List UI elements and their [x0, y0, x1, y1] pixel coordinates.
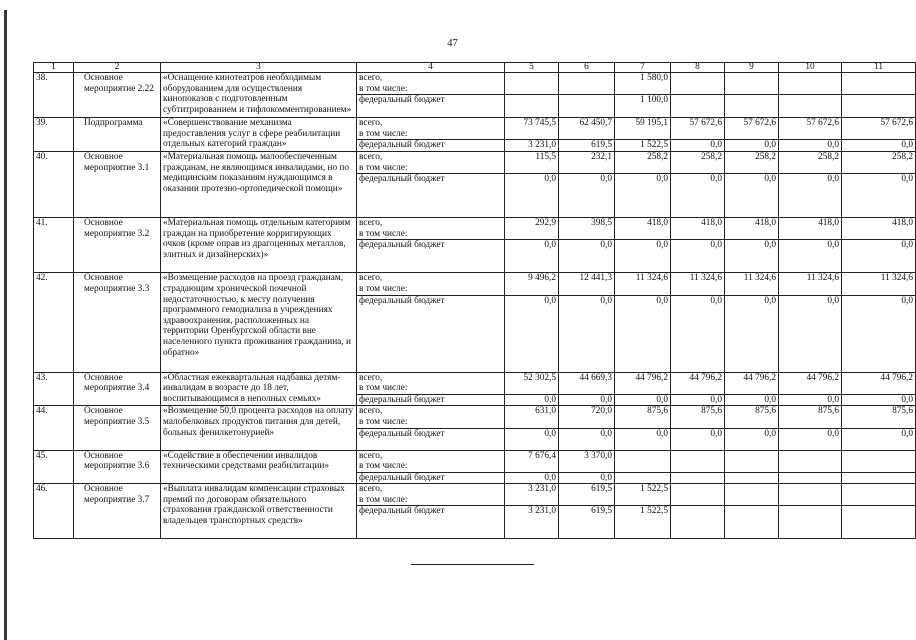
- amount-cell: [671, 95, 725, 118]
- funding-source-label: федеральный бюджет: [359, 240, 445, 251]
- row-number: 45.: [34, 450, 74, 484]
- amount-cell: [615, 472, 671, 484]
- column-header: 3: [161, 63, 357, 73]
- table-row: [34, 406, 916, 428]
- amount-cell: 11 324,6: [779, 273, 842, 295]
- amount-cell: 59 195,1: [615, 118, 671, 140]
- funding-source-sublabel: в том числе:: [359, 228, 408, 239]
- amount-cell: 0,0: [671, 295, 725, 372]
- amount-cell: 0,0: [505, 428, 559, 450]
- amount-cell: 0,0: [559, 174, 615, 218]
- amount-cell: 0,0: [559, 472, 615, 484]
- amount-cell: 7 676,4: [505, 450, 559, 472]
- row-type: Основное мероприятие 3.1: [74, 151, 161, 217]
- page-number: 47: [447, 38, 458, 49]
- funding-source-label: всего,: [359, 372, 383, 383]
- amount-cell: 0,0: [779, 394, 842, 406]
- amount-cell: 619,5: [559, 506, 615, 539]
- funding-source-label: всего,: [359, 406, 383, 417]
- amount-cell: [559, 73, 615, 95]
- amount-cell: 0,0: [671, 174, 725, 218]
- amount-cell: 3 231,0: [505, 506, 559, 539]
- amount-cell: 11 324,6: [842, 273, 916, 295]
- row-name: «Возмещение расходов на проезд гражданам, страдающим хронической почечной недостаточностью, к месту получения программного гемодиализа в учреждениях здравоохранения, расположенных на территории Оренбургской области вне населенного пункта проживания гражданина, и обратно»: [161, 273, 357, 372]
- table-row: [34, 73, 916, 95]
- amount-cell: 44 669,3: [559, 372, 615, 394]
- funding-source: [357, 174, 505, 218]
- amount-cell: [779, 472, 842, 484]
- funding-source-label: всего,: [359, 273, 383, 284]
- amount-cell: 0,0: [559, 240, 615, 273]
- funding-source: [357, 295, 505, 372]
- amount-cell: 11 324,6: [725, 273, 779, 295]
- amount-cell: 418,0: [725, 218, 779, 240]
- funding-source: [357, 484, 505, 506]
- row-type: Основное мероприятие 3.3: [74, 273, 161, 372]
- amount-cell: 875,6: [842, 406, 916, 428]
- amount-cell: 720,0: [559, 406, 615, 428]
- row-type: Основное мероприятие 3.6: [74, 450, 161, 484]
- amount-cell: 0,0: [671, 428, 725, 450]
- column-header: 11: [842, 63, 916, 73]
- amount-cell: 73 745,5: [505, 118, 559, 140]
- amount-cell: 0,0: [671, 140, 725, 152]
- amount-cell: 631,0: [505, 406, 559, 428]
- row-type: Основное мероприятие 3.7: [74, 484, 161, 539]
- amount-cell: 258,2: [725, 151, 779, 173]
- budget-table: [33, 62, 916, 539]
- amount-cell: 0,0: [671, 394, 725, 406]
- table-row: [34, 118, 916, 140]
- amount-cell: 0,0: [842, 240, 916, 273]
- funding-source-label: федеральный бюджет: [359, 174, 445, 185]
- header-row: [34, 63, 916, 73]
- column-header: 1: [34, 63, 74, 73]
- amount-cell: [725, 73, 779, 95]
- amount-cell: 0,0: [615, 428, 671, 450]
- column-header: 4: [357, 63, 505, 73]
- amount-cell: 0,0: [842, 140, 916, 152]
- row-type: Основное мероприятие 3.5: [74, 406, 161, 450]
- amount-cell: [671, 450, 725, 472]
- row-type: Основное мероприятие 3.4: [74, 372, 161, 406]
- amount-cell: [842, 95, 916, 118]
- amount-cell: 619,5: [559, 484, 615, 506]
- amount-cell: [725, 95, 779, 118]
- funding-source-label: всего,: [359, 484, 383, 495]
- row-name: «Оснащение кинотеатров необходимым оборудованием для осуществления кинопоказов с подготовленным субтитрированием и тифлокомментированием»: [161, 73, 357, 118]
- amount-cell: 0,0: [779, 428, 842, 450]
- amount-cell: 418,0: [615, 218, 671, 240]
- amount-cell: 0,0: [725, 140, 779, 152]
- amount-cell: 11 324,6: [671, 273, 725, 295]
- amount-cell: 115,5: [505, 151, 559, 173]
- table-row: [34, 484, 916, 506]
- funding-source: [357, 372, 505, 394]
- row-type: Основное мероприятие 3.2: [74, 218, 161, 273]
- row-number: 41.: [34, 218, 74, 273]
- column-header: 10: [779, 63, 842, 73]
- row-type: Основное мероприятие 2.22: [74, 73, 161, 118]
- amount-cell: 3 370,0: [559, 450, 615, 472]
- amount-cell: 3 231,0: [505, 140, 559, 152]
- amount-cell: 44 796,2: [779, 372, 842, 394]
- amount-cell: [779, 506, 842, 539]
- amount-cell: [779, 73, 842, 95]
- table-row: [34, 273, 916, 295]
- amount-cell: 1 580,0: [615, 73, 671, 95]
- funding-source-label: федеральный бюджет: [359, 428, 445, 439]
- amount-cell: 258,2: [615, 151, 671, 173]
- amount-cell: 11 324,6: [615, 273, 671, 295]
- amount-cell: 44 796,2: [615, 372, 671, 394]
- row-name: «Совершенствование механизма предоставления услуг в сфере реабилитации отдельных категорий граждан»: [161, 118, 357, 152]
- column-header: 9: [725, 63, 779, 73]
- funding-source: [357, 240, 505, 273]
- amount-cell: [615, 450, 671, 472]
- amount-cell: 0,0: [559, 295, 615, 372]
- amount-cell: 0,0: [505, 472, 559, 484]
- amount-cell: [725, 472, 779, 484]
- row-number: 44.: [34, 406, 74, 450]
- amount-cell: [725, 506, 779, 539]
- amount-cell: 0,0: [505, 240, 559, 273]
- funding-source-sublabel: в том числе:: [359, 162, 408, 173]
- amount-cell: 57 672,6: [671, 118, 725, 140]
- table-row: [34, 450, 916, 472]
- funding-source-label: всего,: [359, 73, 383, 83]
- scan-left-edge: [4, 10, 7, 640]
- amount-cell: 418,0: [842, 218, 916, 240]
- table-row: [34, 151, 916, 173]
- amount-cell: 1 522,5: [615, 506, 671, 539]
- funding-source-sublabel: в том числе:: [359, 416, 408, 427]
- column-header: 8: [671, 63, 725, 73]
- funding-source-sublabel: в том числе:: [359, 494, 408, 505]
- funding-source: [357, 140, 505, 152]
- funding-source-sublabel: в том числе:: [359, 128, 408, 139]
- row-name: «Материальная помощь отдельным категориям граждан на приобретение корригирующих очков (кроме оправ из драгоценных металлов, элитных и дизайнерских)»: [161, 218, 357, 273]
- amount-cell: 0,0: [779, 240, 842, 273]
- row-type: Подпрограмма: [74, 118, 161, 152]
- amount-cell: 0,0: [725, 295, 779, 372]
- funding-source: [357, 394, 505, 406]
- funding-source-sublabel: в том числе:: [359, 461, 408, 472]
- amount-cell: 52 302,5: [505, 372, 559, 394]
- funding-source-label: всего,: [359, 450, 383, 461]
- amount-cell: [842, 506, 916, 539]
- row-number: 46.: [34, 484, 74, 539]
- amount-cell: [779, 450, 842, 472]
- amount-cell: [842, 73, 916, 95]
- funding-source-label: федеральный бюджет: [359, 140, 445, 151]
- funding-source-label: всего,: [359, 218, 383, 229]
- amount-cell: 875,6: [615, 406, 671, 428]
- amount-cell: 0,0: [725, 394, 779, 406]
- amount-cell: 12 441,3: [559, 273, 615, 295]
- row-name: «Возмещение 50,0 процента расходов на оплату малобелковых продуктов питания для детей, больных фенилкетонурией»: [161, 406, 357, 450]
- row-number: 43.: [34, 372, 74, 406]
- funding-source: [357, 95, 505, 118]
- amount-cell: 1 522,5: [615, 484, 671, 506]
- row-number: 39.: [34, 118, 74, 152]
- amount-cell: 0,0: [725, 240, 779, 273]
- amount-cell: 57 672,6: [725, 118, 779, 140]
- table-row: [34, 218, 916, 240]
- amount-cell: [842, 484, 916, 506]
- amount-cell: 0,0: [505, 394, 559, 406]
- amount-cell: 875,6: [671, 406, 725, 428]
- amount-cell: 0,0: [559, 394, 615, 406]
- amount-cell: [725, 484, 779, 506]
- amount-cell: 0,0: [842, 174, 916, 218]
- amount-cell: [671, 73, 725, 95]
- row-name: «Материальная помощь малообеспеченным гражданам, не являющимся инвалидами, но по медицинским показаниям нуждающимся в оказании протезно-ортопедической помощи»: [161, 151, 357, 217]
- funding-source-label: федеральный бюджет: [359, 472, 445, 483]
- amount-cell: 0,0: [671, 240, 725, 273]
- amount-cell: [559, 95, 615, 118]
- amount-cell: [671, 472, 725, 484]
- funding-source-sublabel: в том числе:: [359, 383, 408, 394]
- amount-cell: 258,2: [671, 151, 725, 173]
- amount-cell: 875,6: [779, 406, 842, 428]
- funding-source: [357, 118, 505, 140]
- row-name: «Выплата инвалидам компенсации страховых премий по договорам обязательного страхования гражданской ответственности владельцев транспортных средств»: [161, 484, 357, 539]
- funding-source: [357, 450, 505, 472]
- amount-cell: [842, 472, 916, 484]
- funding-source: [357, 151, 505, 173]
- amount-cell: 44 796,2: [671, 372, 725, 394]
- amount-cell: 0,0: [779, 140, 842, 152]
- funding-source-sublabel: в том числе:: [359, 283, 408, 294]
- amount-cell: 3 231,0: [505, 484, 559, 506]
- amount-cell: 398,5: [559, 218, 615, 240]
- amount-cell: 57 672,6: [779, 118, 842, 140]
- column-header: 2: [74, 63, 161, 73]
- funding-source: [357, 273, 505, 295]
- row-name: «Областная ежеквартальная надбавка детям-инвалидам в возрасте до 18 лет, воспитывающимся в неполных семьях»: [161, 372, 357, 406]
- amount-cell: [725, 450, 779, 472]
- amount-cell: 62 450,7: [559, 118, 615, 140]
- amount-cell: 44 796,2: [725, 372, 779, 394]
- amount-cell: 0,0: [615, 295, 671, 372]
- amount-cell: 0,0: [725, 174, 779, 218]
- table-row: [34, 372, 916, 394]
- funding-source: [357, 406, 505, 428]
- amount-cell: 9 496,2: [505, 273, 559, 295]
- amount-cell: [671, 484, 725, 506]
- row-number: 38.: [34, 73, 74, 118]
- funding-source: [357, 428, 505, 450]
- amount-cell: 0,0: [505, 295, 559, 372]
- funding-source: [357, 506, 505, 539]
- amount-cell: 292,9: [505, 218, 559, 240]
- amount-cell: 258,2: [779, 151, 842, 173]
- amount-cell: [671, 506, 725, 539]
- row-number: 40.: [34, 151, 74, 217]
- amount-cell: [505, 73, 559, 95]
- amount-cell: 418,0: [671, 218, 725, 240]
- amount-cell: 1 100,0: [615, 95, 671, 118]
- funding-source-sublabel: в том числе:: [359, 83, 408, 94]
- amount-cell: 258,2: [842, 151, 916, 173]
- funding-source-label: всего,: [359, 151, 383, 162]
- column-header: 5: [505, 63, 559, 73]
- amount-cell: [505, 95, 559, 118]
- funding-source-label: федеральный бюджет: [359, 95, 445, 106]
- amount-cell: 0,0: [559, 428, 615, 450]
- amount-cell: 0,0: [615, 174, 671, 218]
- funding-source-label: федеральный бюджет: [359, 394, 445, 405]
- amount-cell: [842, 450, 916, 472]
- funding-source: [357, 472, 505, 484]
- funding-source: [357, 218, 505, 240]
- amount-cell: 0,0: [842, 428, 916, 450]
- amount-cell: 1 522,5: [615, 140, 671, 152]
- bottom-divider: [411, 564, 534, 565]
- amount-cell: 418,0: [779, 218, 842, 240]
- table-body: [34, 63, 916, 539]
- amount-cell: 57 672,6: [842, 118, 916, 140]
- amount-cell: 0,0: [615, 394, 671, 406]
- amount-cell: 232,1: [559, 151, 615, 173]
- funding-source-label: федеральный бюджет: [359, 295, 445, 306]
- amount-cell: 0,0: [505, 174, 559, 218]
- amount-cell: 619,5: [559, 140, 615, 152]
- amount-cell: 0,0: [779, 174, 842, 218]
- funding-source-label: всего,: [359, 118, 383, 129]
- amount-cell: 875,6: [725, 406, 779, 428]
- amount-cell: [779, 484, 842, 506]
- column-header: 7: [615, 63, 671, 73]
- column-header: 6: [559, 63, 615, 73]
- amount-cell: 0,0: [615, 240, 671, 273]
- funding-source-label: федеральный бюджет: [359, 506, 445, 517]
- amount-cell: 0,0: [725, 428, 779, 450]
- amount-cell: [779, 95, 842, 118]
- amount-cell: 0,0: [842, 295, 916, 372]
- row-number: 42.: [34, 273, 74, 372]
- amount-cell: 0,0: [842, 394, 916, 406]
- amount-cell: 44 796,2: [842, 372, 916, 394]
- row-name: «Содействие в обеспечении инвалидов техническими средствами реабилитации»: [161, 450, 357, 484]
- amount-cell: 0,0: [779, 295, 842, 372]
- funding-source: [357, 73, 505, 95]
